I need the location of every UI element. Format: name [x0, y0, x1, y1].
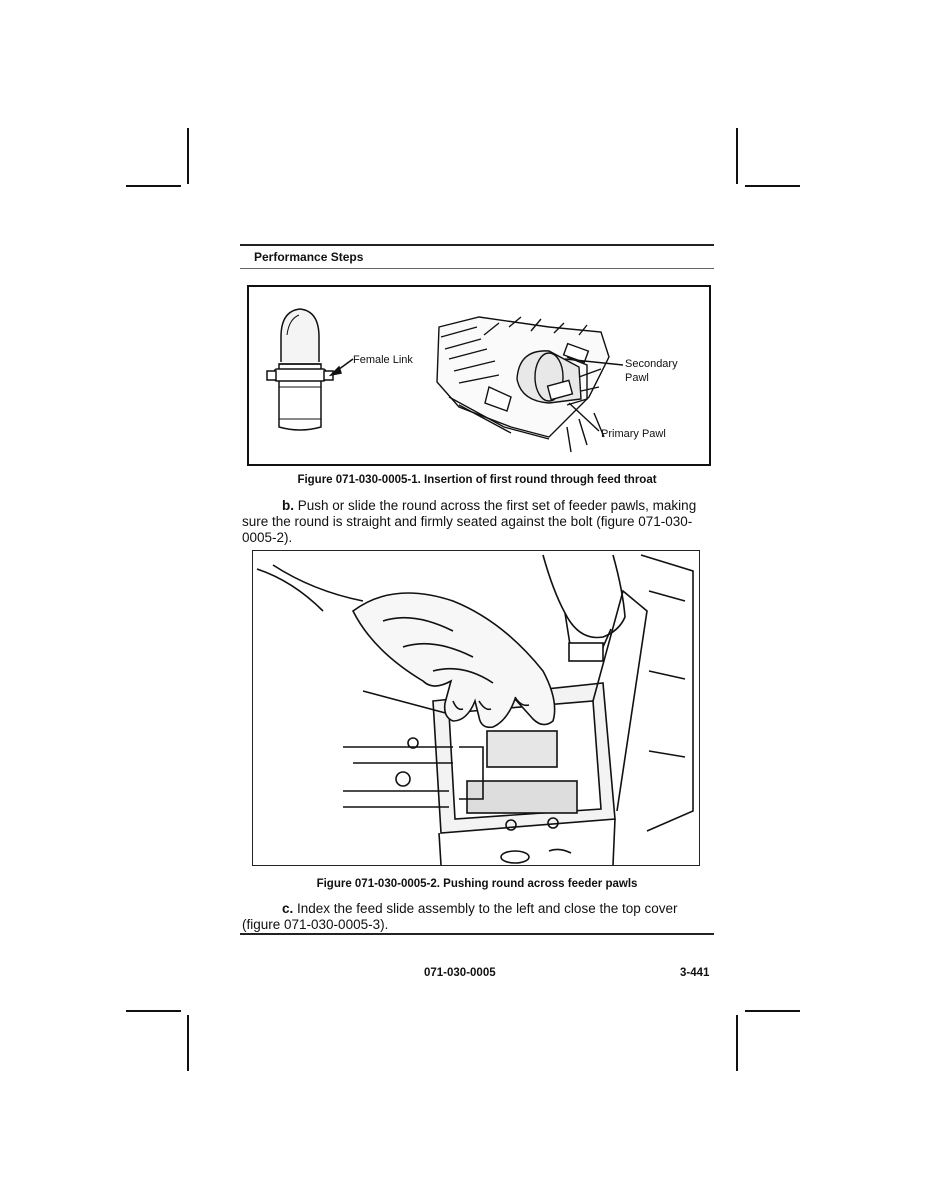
crop-mark	[126, 1010, 181, 1012]
step-b-paragraph	[242, 498, 714, 546]
header-rule-top	[240, 244, 714, 246]
figure-1-illustration	[249, 287, 709, 464]
female-link-label: Female Link	[353, 354, 413, 366]
footer-page-number: 3-441	[680, 967, 710, 979]
figure-1	[247, 285, 711, 466]
crop-mark	[745, 1010, 800, 1012]
figure-2-caption: Figure 071-030-0005-2. Pushing round across feeder pawls	[316, 878, 638, 890]
secondary-pawl-label-2: Pawl	[625, 372, 649, 384]
primary-pawl-label: Primary Pawl	[601, 428, 666, 440]
step-c-paragraph	[242, 901, 714, 933]
step-c-text: Index the feed slide assembly to the left and close the top cover (figure 071-030-0005-3).	[242, 901, 678, 932]
crop-mark	[126, 185, 181, 187]
section-title: Performance Steps	[254, 250, 364, 264]
crop-mark	[187, 1015, 189, 1071]
step-c-label: c.	[282, 901, 294, 916]
footer-task-number: 071-030-0005	[424, 967, 496, 979]
figure-2	[252, 550, 700, 866]
figure-2-illustration	[253, 551, 699, 865]
crop-mark	[736, 1015, 738, 1071]
header-rule-bottom	[240, 268, 714, 269]
secondary-pawl-label: Secondary	[625, 358, 678, 370]
crop-mark	[736, 128, 738, 184]
figure-1-caption: Figure 071-030-0005-1. Insertion of first round through feed throat	[297, 474, 657, 486]
step-b-text: Push or slide the round across the first set of feeder pawls, making sure the round is straight and firmly seated against the bolt (figure 071-030-0005-2).	[242, 498, 697, 545]
step-b-label: b.	[282, 498, 294, 513]
crop-mark	[745, 185, 800, 187]
footer-rule	[240, 933, 714, 935]
crop-mark	[187, 128, 189, 184]
